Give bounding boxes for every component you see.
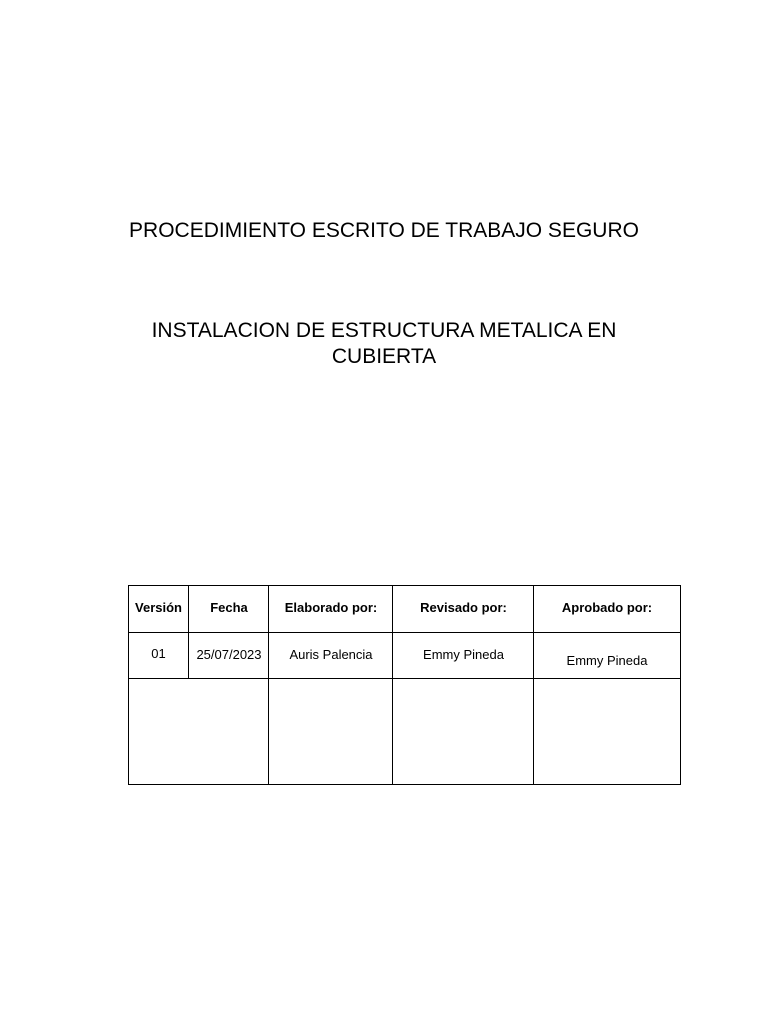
document-subtitle <box>0 318 768 370</box>
header-elaborado: Elaborado por: <box>284 600 378 615</box>
revision-table <box>128 585 681 785</box>
document-title: PROCEDIMIENTO ESCRITO DE TRABAJO SEGURO <box>129 219 639 242</box>
header-aprobado: Aprobado por: <box>561 600 653 615</box>
cell-fecha: 25/07/2023 <box>196 647 262 662</box>
table-rule-row1 <box>128 678 681 679</box>
header-version: Versión <box>135 600 182 615</box>
table-border-top <box>128 585 681 586</box>
subtitle-line-2: CUBIERTA <box>331 345 437 368</box>
cell-revisado: Emmy Pineda <box>423 647 504 662</box>
table-rule-header <box>128 632 681 633</box>
cell-aprobado: Emmy Pineda <box>566 653 648 668</box>
cell-elaborado: Auris Palencia <box>289 647 373 662</box>
subtitle-line-1: INSTALACION DE ESTRUCTURA METALICA EN <box>151 319 617 342</box>
table-border-bottom <box>128 784 681 785</box>
table-border-right <box>680 585 681 785</box>
cell-version: 01 <box>151 646 166 661</box>
header-revisado: Revisado por: <box>420 600 507 615</box>
header-fecha: Fecha <box>210 600 248 615</box>
